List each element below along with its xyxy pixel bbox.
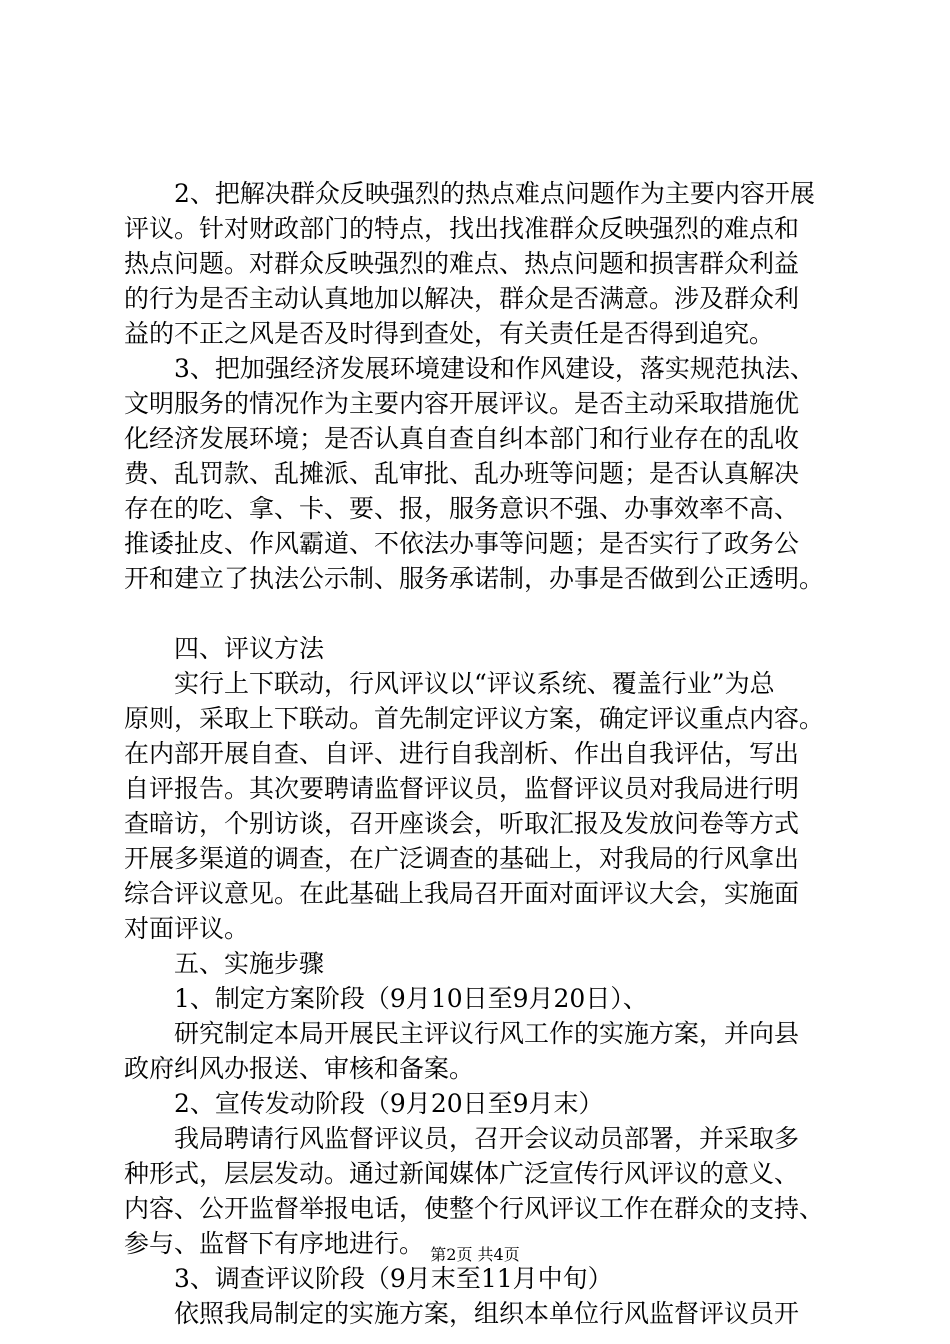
text-line: 自评报告。其次要聘请监督评议员，监督评议员对我局进行明 [124, 774, 800, 803]
text-line: 在内部开展自查、自评、进行自我剖析、作出自我评估，写出 [124, 739, 800, 768]
blank-line [124, 596, 864, 631]
text-line: 益的不正之风是否及时得到查处，有关责任是否得到追究。 [124, 319, 775, 348]
text-line: 费、乱罚款、乱摊派、乱审批、乱办班等问题；是否认真解决 [124, 459, 800, 488]
text-line: 依照我局制定的实施方案，组织本单位行风监督评议员开 [124, 1299, 800, 1328]
text-line: 2、把解决群众反映强烈的热点难点问题作为主要内容开展 [124, 179, 815, 208]
text-line: 四、评议方法 [124, 634, 325, 663]
text-line: 对面评议。 [124, 914, 250, 943]
text-line: 开和建立了执法公示制、服务承诺制，办事是否做到公正透明。 [124, 564, 825, 593]
text-line: 的行为是否主动认真地加以解决，群众是否满意。涉及群众利 [124, 284, 800, 313]
text-line: 实行上下联动，行风评议以“评议系统、覆盖行业”为总 [124, 669, 775, 698]
text-line: 文明服务的情况作为主要内容开展评议。是否主动采取措施优 [124, 389, 800, 418]
text-line: 3、把加强经济发展环境建设和作风建设，落实规范执法、 [124, 354, 815, 383]
text-line: 评议。针对财政部门的特点，找出找准群众反映强烈的难点和 [124, 214, 800, 243]
document-body [124, 176, 864, 1331]
text-line: 参与、监督下有序地进行。 [124, 1229, 425, 1258]
text-line: 我局聘请行风监督评议员，召开会议动员部署，并采取多 [124, 1124, 800, 1153]
text-line: 热点问题。对群众反映强烈的难点、热点问题和损害群众利益 [124, 249, 800, 278]
text-line: 3、调查评议阶段（9月末至11月中旬） [124, 1264, 613, 1293]
text-line: 政府纠风办报送、审核和备案。 [124, 1054, 475, 1083]
text-line: 五、实施步骤 [124, 949, 325, 978]
text-line: 存在的吃、拿、卡、要、报，服务意识不强、办事效率不高、 [124, 494, 800, 523]
text-line: 2、宣传发动阶段（9月20日至9月末） [124, 1089, 604, 1118]
text-line: 内容、公开监督举报电话，使整个行风评议工作在群众的支持、 [124, 1194, 825, 1223]
text-line: 种形式，层层发动。通过新闻媒体广泛宣传行风评议的意义、 [124, 1159, 800, 1188]
text-line: 化经济发展环境；是否认真自查自纠本部门和行业存在的乱收 [124, 424, 800, 453]
text-line: 1、制定方案阶段（9月10日至9月20日）、 [124, 984, 648, 1013]
text-line: 推诿扯皮、作风霸道、不依法办事等问题；是否实行了政务公 [124, 529, 800, 558]
text-line: 查暗访，个别访谈，召开座谈会，听取汇报及发放问卷等方式 [124, 809, 800, 838]
text-line: 综合评议意见。在此基础上我局召开面对面评议大会，实施面 [124, 879, 800, 908]
text-line: 研究制定本局开展民主评议行风工作的实施方案，并向县 [124, 1019, 800, 1048]
text-line: 开展多渠道的调查，在广泛调查的基础上，对我局的行风拿出 [124, 844, 800, 873]
text-line: 原则，采取上下联动。首先制定评议方案，确定评议重点内容。 [124, 704, 825, 733]
page-footer: 第2页 共4页 [430, 1245, 520, 1264]
